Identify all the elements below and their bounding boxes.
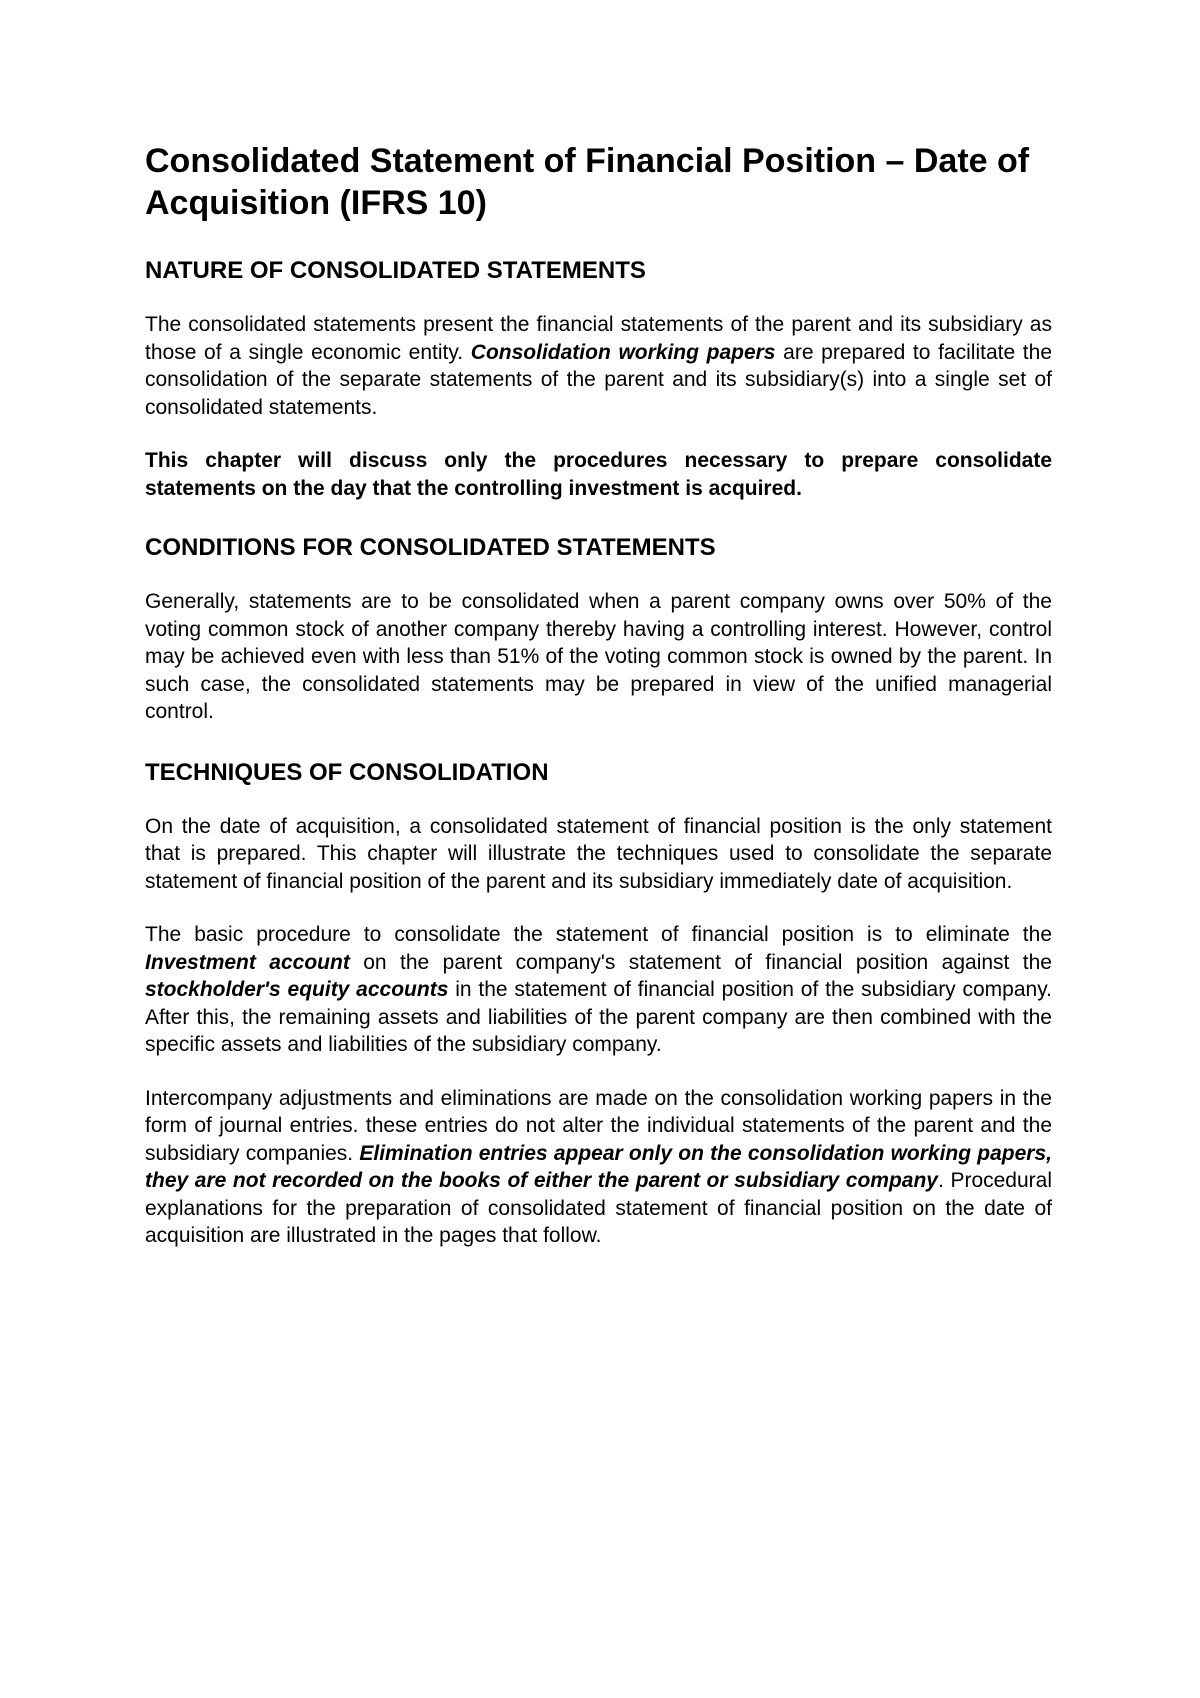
emphasis-investment-account: Investment account (145, 950, 350, 974)
techniques-text-1: The basic procedure to consolidate the statement of financial position is to eliminate the (145, 923, 1052, 946)
document-title: Consolidated Statement of Financial Position – Date of Acquisition (IFRS 10) (145, 142, 1030, 222)
nature-paragraph (145, 311, 1052, 421)
nature-text-2: are prepared to facilitate the consolidation of the separate statements of the parent and its subsidiary(s) into a single set of consolidated statements. (145, 340, 1052, 419)
techniques-text-2: on the parent company's statement of financial position against the (349, 950, 1052, 974)
section-heading-nature: NATURE OF CONSOLIDATED STATEMENTS (145, 257, 646, 284)
intercompany-text-2: . Procedural explanations for the preparation of consolidated statement of financial position on the date of acquisition are illustrated in the pages that follow. (145, 1169, 1052, 1247)
chapter-scope-paragraph: This chapter will discuss only the procedures necessary to prepare consolidate statements on the day that the controlling investment is acquired. (145, 449, 1052, 500)
techniques-paragraph-3 (145, 1085, 1052, 1250)
techniques-paragraph-2 (145, 921, 1052, 1059)
nature-emphasis-working-papers: Consolidation working papers (470, 340, 776, 364)
nature-text-1: The consolidated statements present the financial statements of the parent and its subsidiary as those of a single economic entity. (145, 313, 1052, 364)
intercompany-text-1: Intercompany adjustments and eliminations are made on the consolidation working papers in the form of journal entries. these entries do not alter the individual statements of the parent and the subsidiary companies. (145, 1086, 1052, 1165)
section-heading-techniques: TECHNIQUES OF CONSOLIDATION (145, 758, 549, 786)
emphasis-stockholders-equity: stockholder's equity accounts (145, 978, 449, 1001)
document-page (145, 140, 1052, 1276)
techniques-paragraph-1: On the date of acquisition, a consolidated statement of financial position is the only statement that is prepared. This chapter will illustrate the techniques used to consolidate the separate statement of financial position of the parent and its subsidiary immediately date of acquisition. (145, 814, 1052, 893)
emphasis-elimination-entries: Elimination entries appear only on the consolidation working papers, they are not recorded on the books of either the parent or subsidiary company (145, 1141, 1052, 1192)
techniques-text-3: in the statement of financial position of the subsidiary company. After this, the remaining assets and liabilities of the parent company are then combined with the specific assets and liabilities of the subsidiary company. (145, 978, 1052, 1056)
section-heading-conditions: CONDITIONS FOR CONSOLIDATED STATEMENTS (145, 534, 716, 561)
conditions-paragraph: Generally, statements are to be consolidated when a parent company owns over 50% of the voting common stock of another company thereby having a controlling interest. However, control may be achieved even with less than 51% of the voting common stock is owned by the parent. In such case, the consolidated statements may be prepared in view of the unified managerial control. (145, 590, 1052, 723)
